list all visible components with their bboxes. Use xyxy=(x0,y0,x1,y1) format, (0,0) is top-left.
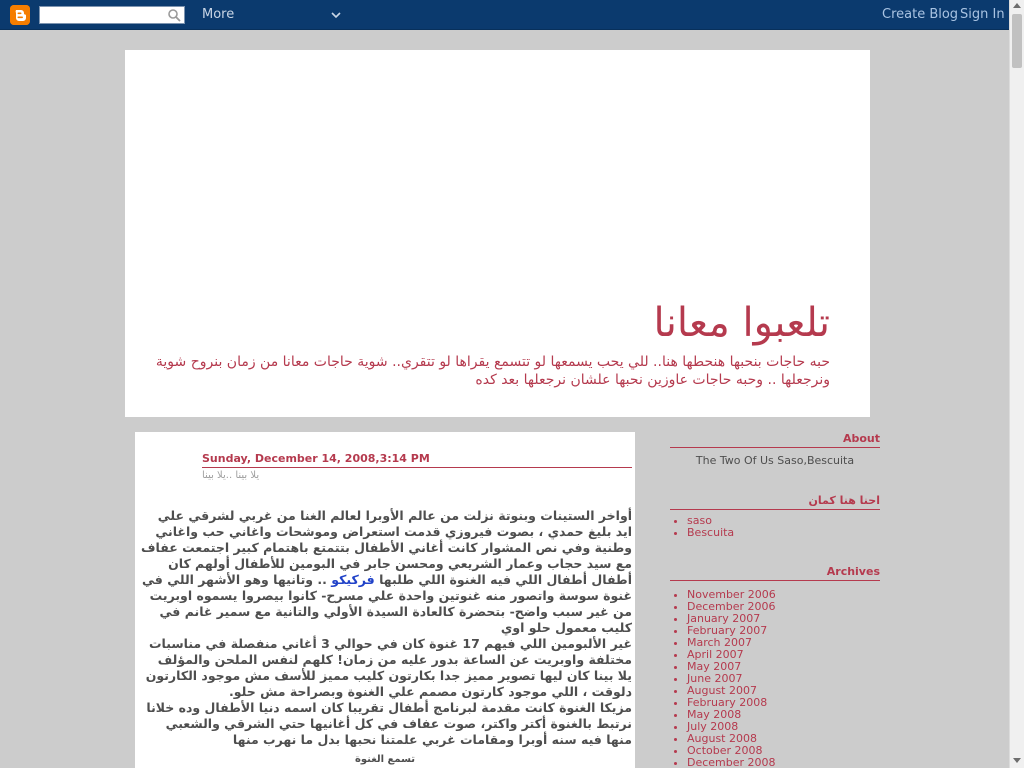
blog-description: حبه حاجات بنحبها هنحطها هنا.. للي يحب يسمعها لو تتسمع يقراها لو تتقري.. شوية حاجات معانا من زمان بنروح شوية ونرجعلها .. وحبه حاجات عاوزين نحبها علشان نرجعلها بعد كده xyxy=(155,354,830,388)
authors-title: احنا هنا كمان xyxy=(670,494,880,510)
post-paragraph: مزيكا الغنوة كانت مقدمة لبرنامج أطفال تقريبا كان اسمه دنيا الأطفال وده خلانا نرتبط بالغنوة أكتر واكتر، صوت عفاف في كل أغانيها حتي الشرقي والشعبي منها فيه سنه أوبرا ومقامات غربي علمتنا نحبها بدل ما نهرب منها xyxy=(146,700,632,747)
archive-link[interactable]: December 2008 xyxy=(687,756,776,768)
archive-link[interactable]: July 2008 xyxy=(687,720,739,733)
search-box xyxy=(39,6,185,24)
blog-header xyxy=(125,50,870,417)
archive-link[interactable]: February 2007 xyxy=(687,624,768,637)
archive-link[interactable]: February 2008 xyxy=(687,696,768,709)
listen-song-label: تسمع الغنوة xyxy=(354,754,416,765)
author-link[interactable]: Bescuita xyxy=(687,526,735,539)
blogger-logo-icon[interactable] xyxy=(10,5,30,25)
archive-link[interactable]: April 2007 xyxy=(687,648,744,661)
blog-title[interactable]: تلعبوا معانا xyxy=(653,300,830,346)
create-blog-link[interactable]: Create Blog xyxy=(882,7,959,22)
archives-title: Archives xyxy=(670,565,880,581)
archive-link[interactable]: May 2007 xyxy=(687,660,742,673)
archive-link[interactable]: December 2006 xyxy=(687,600,776,613)
vertical-scrollbar[interactable] xyxy=(1009,0,1024,768)
search-input[interactable] xyxy=(40,11,164,27)
more-menu-label[interactable]: More xyxy=(202,7,235,22)
about-text: The Two Of Us Saso,Bescuita xyxy=(695,454,855,467)
post-body xyxy=(139,508,632,748)
archive-link[interactable]: October 2008 xyxy=(687,744,763,757)
archive-link[interactable]: November 2006 xyxy=(687,588,776,601)
post-subtitle: يلا بينا ..يلا بينا xyxy=(202,470,260,481)
post-text: أواخر الستينات وبنوتة نزلت من عالم الأوبرا لعالم الغنا من غربي لشرقي علي ايد بليغ حمدي ، بصوت فيروزي قدمت استعراض وموشحات واغاني حب واغاني وطنية وفي نص المشوار كانت أغاني الأطفال بتتمتع باهتمام كبير اجتمعت عفاف مع سيد حجاب وعمار الشريعي ومحسن جابر في البومين للأطفال أولهم كان أطفال أطفال اللي فيه الغنوة اللي طلبها xyxy=(141,508,632,587)
archive-link[interactable]: March 2007 xyxy=(687,636,753,649)
archive-link[interactable]: August 2007 xyxy=(687,684,757,697)
archive-link[interactable]: August 2008 xyxy=(687,732,757,745)
archive-link[interactable]: May 2008 xyxy=(687,708,742,721)
scrollbar-thumb[interactable] xyxy=(1012,14,1022,68)
scroll-up-arrow-icon[interactable] xyxy=(1013,3,1021,8)
sign-in-link[interactable]: Sign In xyxy=(960,7,1005,22)
author-item[interactable] xyxy=(687,527,880,539)
authors-list xyxy=(687,515,880,539)
post-date-header: Sunday, December 14, 2008,3:14 PM xyxy=(202,452,632,468)
sidebar xyxy=(670,432,880,768)
post-column xyxy=(135,432,635,768)
chevron-down-icon[interactable] xyxy=(330,9,342,21)
post-text: .. وتانيها وهو الأشهر اللي في غنوة سوسة واتصور منه غنوتين واحدة علي مسرح- كانوا بيصروا يسموه اوبريت من غير سبب واضح- بتحضرة كالعادة السيدة الأولي والتانية مع سمير غانم في كليب معمول حلو اوي xyxy=(142,572,632,635)
about-title: About xyxy=(670,432,880,448)
archive-item[interactable] xyxy=(687,757,880,768)
author-link[interactable]: saso xyxy=(687,514,712,527)
post-paragraph: يلا بينا كان ليها تصوير مميز جدا بكارتون كليب مميز للأسف مش موجود الكارتون دلوقت ، اللي موجود كارتون مصمم علي الغنوة وبصراحة مش حلو. xyxy=(145,668,632,699)
archives-list xyxy=(687,589,880,768)
archive-link[interactable]: June 2007 xyxy=(687,672,743,685)
post-link-farkiko[interactable]: فركيكو xyxy=(331,572,375,587)
search-icon[interactable] xyxy=(167,8,181,22)
scroll-down-arrow-icon[interactable] xyxy=(1013,758,1021,763)
blogger-navbar xyxy=(0,0,1009,30)
post-paragraph: غير الألبومين اللي فيهم 17 غنوة كان في حوالي 3 أغاني منفصلة في مناسبات مختلفة واوبريت عن الساعة بدور عليه من زمان! كلهم لنفس الملحن والمؤلف xyxy=(148,636,632,667)
archive-link[interactable]: January 2007 xyxy=(687,612,761,625)
post-paragraph xyxy=(139,508,632,636)
